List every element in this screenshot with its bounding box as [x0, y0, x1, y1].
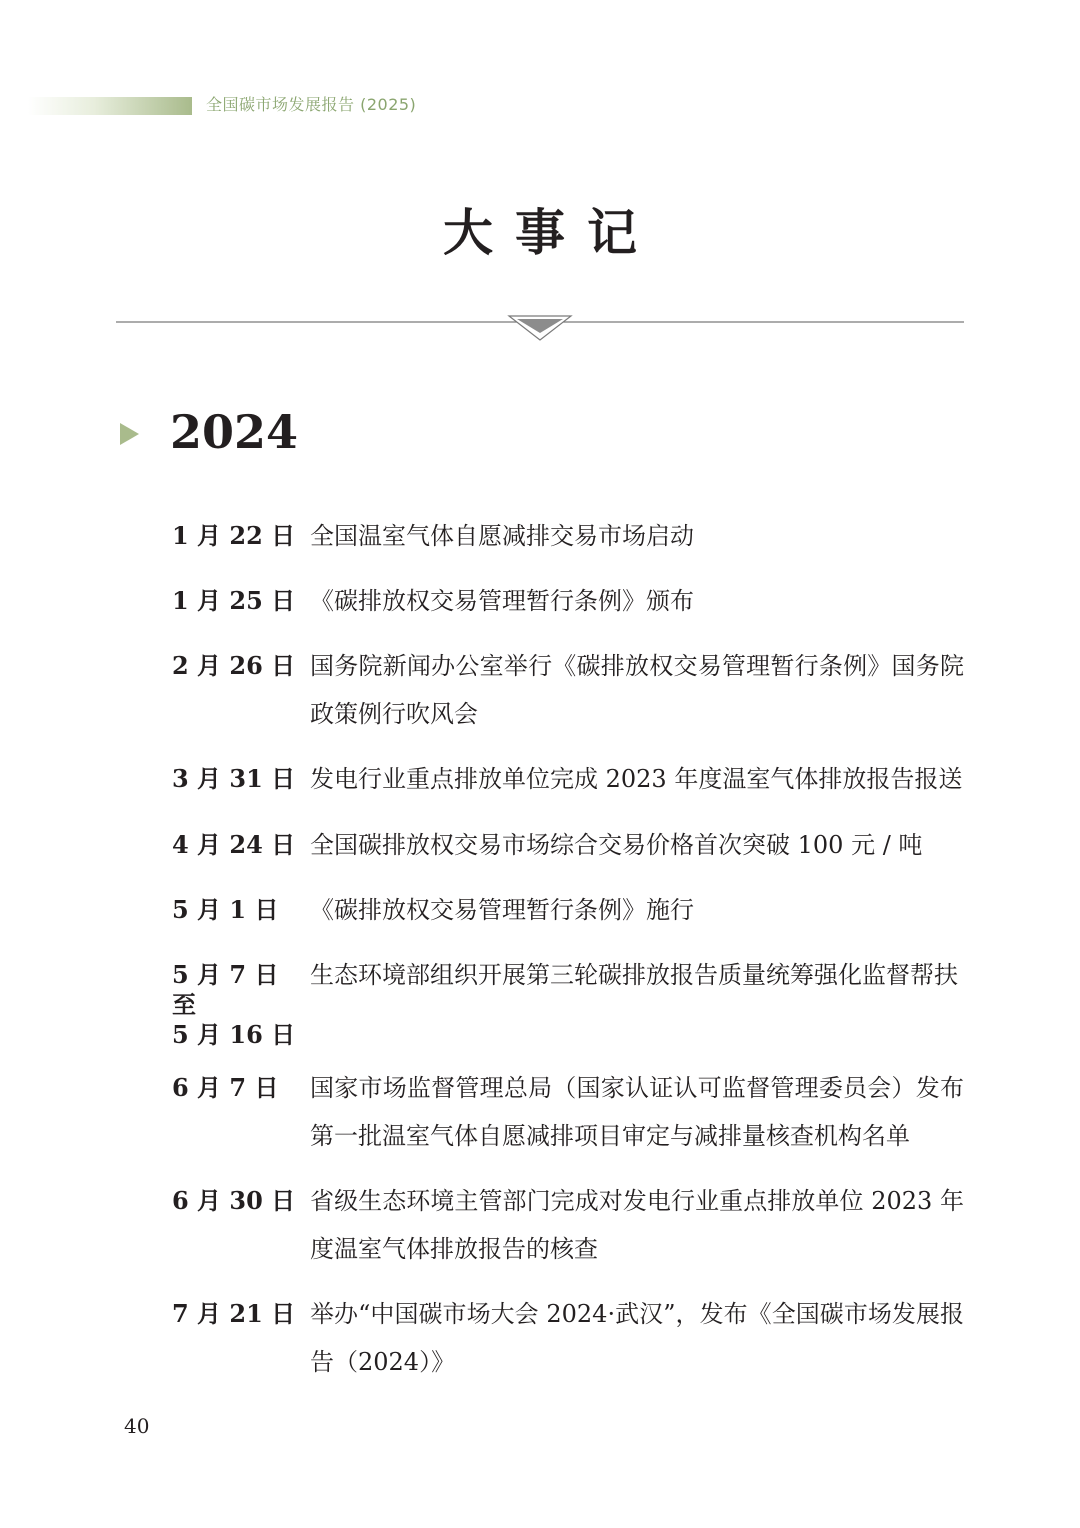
event-date: 5 月 7 日至 5 月 16 日: [172, 960, 296, 1049]
event-text: 省级生态环境主管部门完成对发电行业重点排放单位 2023 年度温室气体排放报告的核查: [310, 1187, 964, 1263]
event-text: 发电行业重点排放单位完成 2023 年度温室气体排放报告报送: [310, 765, 963, 793]
page-title: 大事记: [443, 203, 659, 262]
event-text: 生态环境部组织开展第三轮碳排放报告质量统筹强化监督帮扶: [310, 961, 958, 989]
event-date: 7 月 21 日: [172, 1299, 296, 1328]
event-date: 4 月 24 日: [172, 830, 296, 859]
event-date: 2 月 26 日: [172, 651, 296, 680]
event-text: 《碳排放权交易管理暂行条例》颁布: [310, 587, 694, 615]
event-date: 1 月 25 日: [172, 586, 296, 615]
event-text: 举办“中国碳市场大会 2024·武汉”，发布《全国碳市场发展报告（2024）》: [310, 1300, 964, 1376]
event-text: 全国碳排放权交易市场综合交易价格首次突破 100 元 / 吨: [310, 831, 923, 859]
title-divider: [116, 311, 966, 345]
page-number: 40: [124, 1414, 150, 1438]
event-date: 3 月 31 日: [172, 764, 296, 793]
event-date: 6 月 30 日: [172, 1186, 296, 1215]
event-date: 6 月 7 日: [172, 1073, 279, 1102]
running-header-title: 全国碳市场发展报告 (2025): [206, 95, 417, 114]
event-text: 国家市场监督管理总局（国家认证认可监督管理委员会）发布第一批温室气体自愿减排项目审定与减排量核查机构名单: [310, 1074, 964, 1150]
header-decoration-band: [28, 97, 192, 115]
event-text: 国务院新闻办公室举行《碳排放权交易管理暂行条例》国务院政策例行吹风会: [310, 652, 964, 728]
event-date: 5 月 1 日: [172, 895, 279, 924]
event-date: 1 月 22 日: [172, 521, 296, 550]
event-text: 全国温室气体自愿减排交易市场启动: [310, 522, 694, 550]
year-marker-triangle-icon: [120, 423, 140, 445]
event-text: 《碳排放权交易管理暂行条例》施行: [310, 896, 694, 924]
year-heading: 2024: [170, 405, 299, 459]
